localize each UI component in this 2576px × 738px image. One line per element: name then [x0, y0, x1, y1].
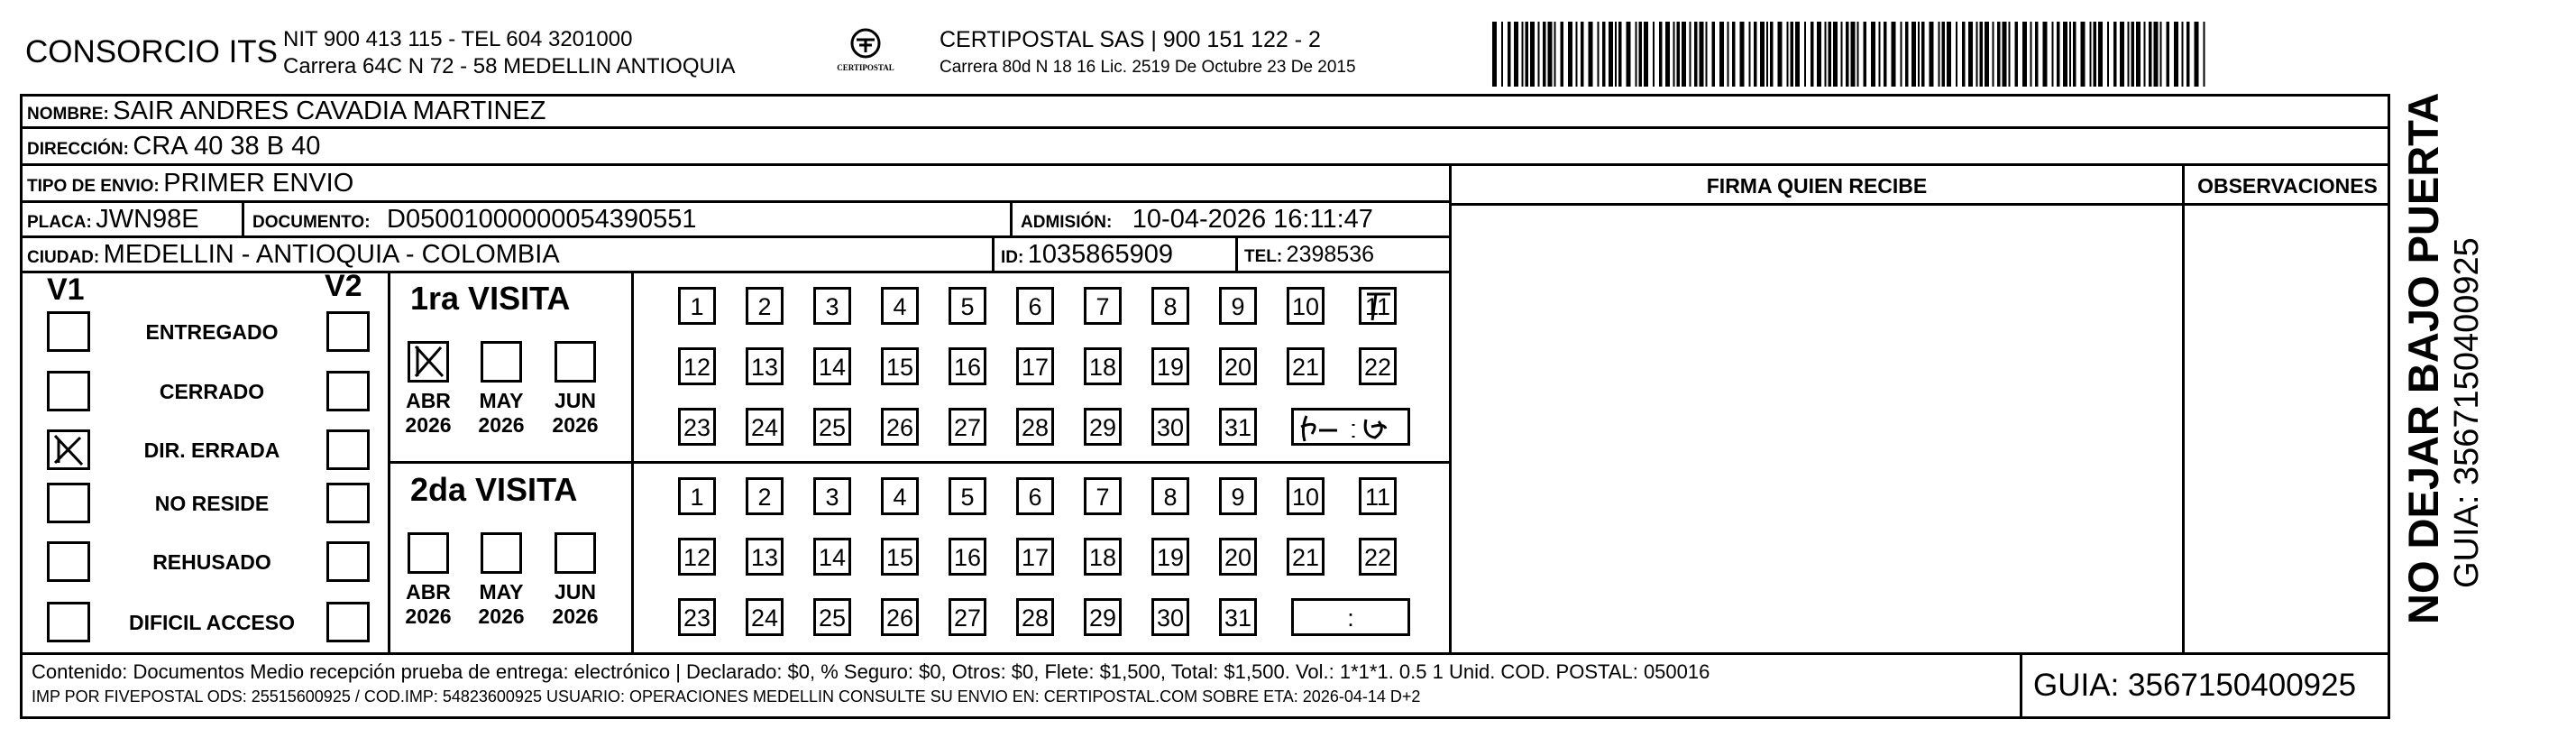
month-checkbox[interactable] [555, 532, 596, 574]
day-box[interactable]: 24 [746, 598, 784, 636]
month-name: ABR [406, 580, 451, 604]
day-box[interactable]: 29 [1084, 408, 1122, 446]
placa-label: PLACA: [27, 213, 92, 232]
month-name: MAY [479, 580, 524, 604]
day-box[interactable]: 27 [949, 408, 986, 446]
day-box[interactable]: 17 [1016, 347, 1054, 385]
day-box[interactable]: 15 [881, 538, 919, 576]
day-box[interactable]: 20 [1219, 347, 1257, 385]
v2-checkbox[interactable] [326, 429, 370, 470]
logo-text: CERTIPOSTAL [837, 63, 894, 72]
day-box[interactable]: 8 [1151, 287, 1189, 325]
address-line: Carrera 64C N 72 - 58 MEDELLIN ANTIOQUIA [283, 54, 736, 78]
day-box[interactable]: 23 [678, 598, 716, 636]
footer-guia: GUIA: 3567150400925 [2033, 668, 2357, 703]
status-option-label: NO RESIDE [154, 492, 270, 515]
month-year: 2026 [552, 413, 599, 437]
day-box[interactable]: 4 [881, 287, 919, 325]
day-box[interactable]: 13 [746, 347, 784, 385]
ciudad-value: MEDELLIN - ANTIOQUIA - COLOMBIA [103, 240, 560, 269]
month-checkbox[interactable] [408, 532, 449, 574]
x-mark-icon [410, 344, 446, 380]
v2-checkbox[interactable] [326, 483, 370, 523]
day-box[interactable]: 13 [746, 538, 784, 576]
x-mark-icon [50, 432, 87, 467]
day-box[interactable]: 26 [881, 408, 919, 446]
tipo-label: TIPO DE ENVIO: [27, 177, 160, 196]
month-label [544, 580, 607, 629]
firma-label: FIRMA QUIEN RECIBE [1706, 174, 1928, 198]
direccion-label: DIRECCIÓN: [27, 140, 129, 159]
status-option-label: DIFICIL ACCESO [128, 611, 295, 634]
status-option-label: CERRADO [159, 380, 265, 403]
day-box[interactable]: 1 [678, 287, 716, 325]
day-box[interactable]: 10 [1287, 477, 1325, 515]
certipostal-logo-icon [816, 25, 915, 79]
day-box[interactable]: 18 [1084, 538, 1122, 576]
day-box[interactable]: 6 [1016, 477, 1054, 515]
observaciones-label: OBSERVACIONES [2197, 174, 2378, 198]
documento-label: DOCUMENTO: [252, 213, 371, 232]
day-box[interactable]: 20 [1219, 538, 1257, 576]
day-box[interactable]: 2 [746, 477, 784, 515]
id-label: ID: [1001, 248, 1024, 267]
day-box[interactable]: 16 [949, 538, 986, 576]
month-label [470, 389, 533, 438]
day-box[interactable]: 26 [881, 598, 919, 636]
day-box[interactable]: 27 [949, 598, 986, 636]
month-checkbox[interactable] [408, 341, 449, 383]
ciudad-row [27, 240, 560, 270]
day-box[interactable]: 31 [1219, 598, 1257, 636]
certipostal-line: CERTIPOSTAL SAS | 900 151 122 - 2 [940, 27, 1321, 52]
day-box[interactable]: 9 [1219, 477, 1257, 515]
imp-text: IMP POR FIVEPOSTAL ODS: 25515600925 / COD.IMP: 54823600925 USUARIO: OPERACIONES MEDELLIN CONSULTE SU ENVIO EN: CERTIPOSTAL.COM SOBRE ETA: 2026-04-14 D+2 [32, 687, 1421, 706]
nombre-label: NOMBRE: [27, 105, 109, 124]
day-box[interactable]: 5 [949, 477, 986, 515]
tel-row [1244, 242, 1374, 268]
first-visit-title: 1ra VISITA [410, 280, 571, 317]
handwritten-time-icon [1294, 411, 1407, 445]
day-box[interactable]: 11 [1359, 287, 1397, 325]
barcode [1492, 22, 2209, 87]
side-guia-text: GUIA: 3567150400925 [2448, 237, 2486, 588]
v1-checkbox[interactable] [47, 429, 90, 470]
v2-label: V2 [325, 269, 362, 303]
month-year: 2026 [478, 604, 525, 628]
tipo-value: PRIMER ENVIO [163, 169, 354, 198]
day-box[interactable]: 22 [1359, 347, 1397, 385]
month-year: 2026 [478, 413, 525, 437]
certipostal-address: Carrera 80d N 18 16 Lic. 2519 De Octubre 23 De 2015 [940, 58, 1356, 77]
day-box[interactable]: 18 [1084, 347, 1122, 385]
day-box[interactable]: 12 [678, 347, 716, 385]
nit-line: NIT 900 413 115 - TEL 604 3201000 [283, 27, 633, 51]
certipostal-logo [816, 25, 915, 79]
day-box[interactable]: 19 [1151, 347, 1189, 385]
signature-area[interactable] [1452, 206, 2182, 652]
day-box[interactable]: 3 [813, 477, 851, 515]
barcode-icon [1492, 22, 2209, 87]
observaciones-area[interactable] [2185, 206, 2390, 652]
admision-label: ADMISIÓN: [1021, 213, 1113, 232]
day-box[interactable]: 9 [1219, 287, 1257, 325]
v1-checkbox[interactable] [47, 602, 90, 642]
month-label [397, 389, 460, 438]
month-year: 2026 [552, 604, 599, 628]
x-mark-icon [1361, 290, 1396, 324]
month-checkbox[interactable] [481, 532, 522, 574]
day-box[interactable]: 11 [1359, 477, 1397, 515]
day-box[interactable]: 30 [1151, 408, 1189, 446]
day-box[interactable]: 14 [813, 347, 851, 385]
month-label [470, 580, 533, 629]
day-box[interactable]: 22 [1359, 538, 1397, 576]
status-option-label: REHUSADO [152, 550, 271, 574]
day-box[interactable]: 28 [1016, 598, 1054, 636]
id-value: 1035865909 [1027, 240, 1174, 269]
day-box[interactable]: 15 [881, 347, 919, 385]
month-label [397, 580, 460, 629]
day-box[interactable]: 21 [1287, 538, 1325, 576]
day-box[interactable]: 31 [1219, 408, 1257, 446]
no-dejar-text: NO DEJAR BAJO PUERTA [2399, 92, 2447, 624]
day-box[interactable]: 25 [813, 598, 851, 636]
day-box[interactable]: 19 [1151, 538, 1189, 576]
month-name: MAY [479, 389, 524, 412]
day-box[interactable]: 30 [1151, 598, 1189, 636]
tel-label: TEL: [1244, 247, 1283, 266]
admision-value: 10-04-2026 16:11:47 [1132, 205, 1373, 234]
day-box[interactable]: 7 [1084, 287, 1122, 325]
v1-checkbox[interactable] [47, 371, 90, 411]
day-box[interactable]: 28 [1016, 408, 1054, 446]
month-checkbox[interactable] [555, 341, 596, 383]
day-box[interactable]: 23 [678, 408, 716, 446]
v2-checkbox[interactable] [326, 311, 370, 352]
nombre-value: SAIR ANDRES CAVADIA MARTINEZ [113, 97, 546, 125]
contenido-text: Contenido: Documentos Medio recepción prueba de entrega: electrónico | Declarado: $0, % Seguro: $0, Otros: $0, Flete: $1,500, Total: $1,500. Vol.: 1*1*1. 0.5 1 Unid. COD. POSTAL: 050016 [32, 660, 1710, 683]
placa-row [27, 205, 199, 235]
month-year: 2026 [405, 604, 452, 628]
company-name: CONSORCIO ITS [25, 34, 279, 69]
v1-checkbox[interactable] [47, 483, 90, 523]
v2-checkbox[interactable] [326, 602, 370, 642]
second-visit-title: 2da VISITA [410, 471, 578, 508]
day-box[interactable]: 2 [746, 287, 784, 325]
ciudad-label: CIUDAD: [27, 248, 100, 267]
day-box[interactable]: 14 [813, 538, 851, 576]
v2-checkbox[interactable] [326, 371, 370, 411]
v1-checkbox[interactable] [47, 311, 90, 352]
status-option-label: DIR. ERRADA [143, 438, 280, 462]
time-box[interactable] [1291, 408, 1410, 446]
v1-checkbox[interactable] [47, 541, 90, 582]
day-box[interactable]: 4 [881, 477, 919, 515]
day-box[interactable]: 12 [678, 538, 716, 576]
day-box[interactable]: 29 [1084, 598, 1122, 636]
time-box[interactable]: : [1291, 598, 1410, 636]
day-box[interactable]: 24 [746, 408, 784, 446]
day-box[interactable]: 21 [1287, 347, 1325, 385]
admision-row [1021, 205, 1373, 235]
id-row [1001, 240, 1173, 270]
v2-checkbox[interactable] [326, 541, 370, 582]
month-name: JUN [554, 580, 596, 604]
day-box[interactable]: 8 [1151, 477, 1189, 515]
month-label [544, 389, 607, 438]
tel-value: 2398536 [1286, 242, 1374, 267]
placa-value: JWN98E [96, 205, 199, 234]
day-box[interactable]: 6 [1016, 287, 1054, 325]
month-checkbox[interactable] [481, 341, 522, 383]
v1-label: V1 [47, 272, 85, 307]
day-box[interactable]: 5 [949, 287, 986, 325]
month-year: 2026 [405, 413, 452, 437]
status-option-label: ENTREGADO [145, 320, 279, 344]
month-name: ABR [406, 389, 451, 412]
month-name: JUN [554, 389, 596, 412]
day-box[interactable]: 7 [1084, 477, 1122, 515]
day-box[interactable]: 10 [1287, 287, 1325, 325]
day-box[interactable]: 1 [678, 477, 716, 515]
tipo-row [27, 169, 353, 198]
documento-row [252, 205, 697, 235]
nombre-row [27, 97, 545, 126]
documento-value: D05001000000054390551 [387, 205, 697, 234]
direccion-row [27, 132, 320, 161]
day-box[interactable]: 3 [813, 287, 851, 325]
day-box[interactable]: 25 [813, 408, 851, 446]
day-box[interactable]: 16 [949, 347, 986, 385]
direccion-value: CRA 40 38 B 40 [133, 132, 321, 161]
side-text [2400, 90, 2517, 722]
day-box[interactable]: 17 [1016, 538, 1054, 576]
